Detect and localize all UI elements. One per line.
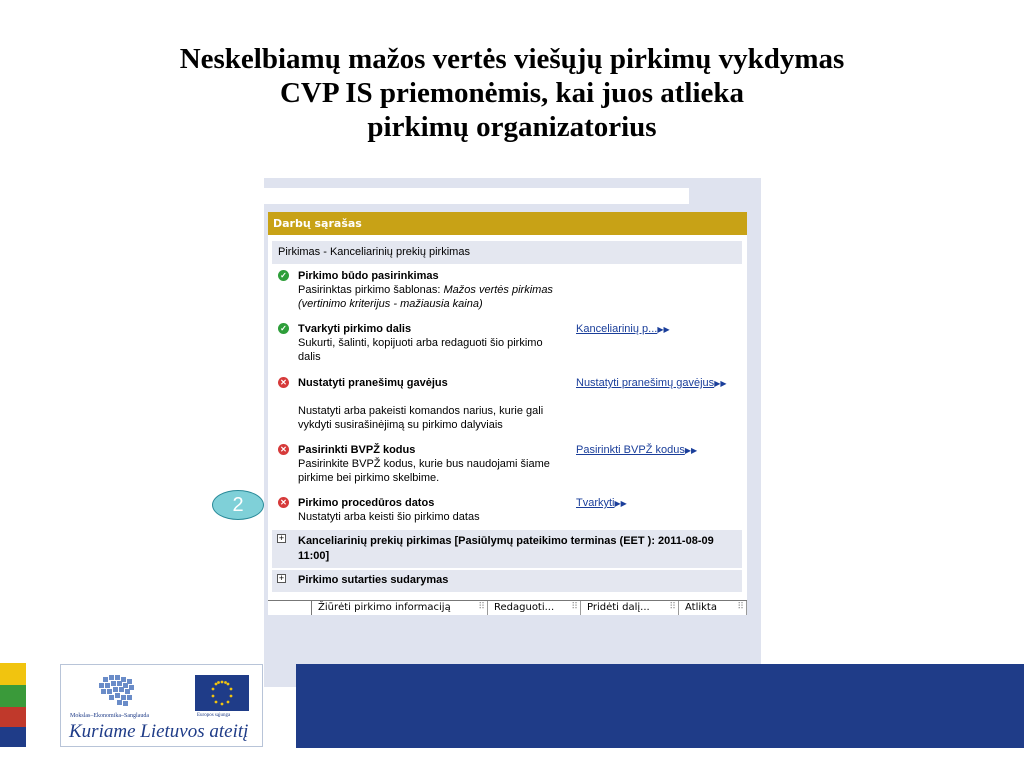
task-item [276, 443, 746, 488]
tab-bar-lead [268, 601, 312, 615]
collapsed-section-contract[interactable] [272, 570, 742, 592]
task-link-parts[interactable]: Kanceliarinių p...▶▶ [576, 323, 670, 335]
collapsed-section-lot[interactable] [272, 530, 742, 568]
check-icon: ✓ [278, 270, 289, 281]
double-arrow-icon: ▶▶ [657, 325, 670, 334]
expand-plus-icon[interactable]: + [278, 573, 285, 583]
task-link-cpv-codes[interactable]: Pasirinkti BVPŽ kodus▶▶ [576, 444, 698, 456]
double-arrow-icon: ▶▶ [684, 446, 698, 455]
task-name: Nustatyti pranešimų gavėjus [298, 377, 448, 389]
slide-title-line-3: pirkimų organizatorius [367, 111, 657, 143]
worklist-panel [268, 212, 747, 612]
eu-funding-logo [60, 664, 263, 747]
slide-title-line-2: CVP IS priemonėmis, kai juos atlieka [279, 77, 745, 109]
task-item [276, 269, 746, 314]
task-description: Nustatyti arba keisti šio pirkimo datas [298, 511, 480, 523]
error-icon: ✕ [278, 497, 289, 508]
tab-add-part[interactable]: Pridėti dalį... ⠿ [581, 601, 679, 615]
tab-done[interactable]: Atlikta ⠿ [679, 601, 747, 615]
task-item [276, 496, 746, 526]
tab-edit[interactable]: Redaguoti... ⠿ [488, 601, 581, 615]
collapsed-section-label: Pirkimo sutarties sudarymas [298, 574, 449, 586]
logo-caption-right: Europos sąjunga [197, 713, 231, 718]
task-description: Sukurti, šalinti, kopijuoti arba redaguoti šio pirkimo dalis [298, 337, 543, 363]
grip-icon: ⠿ [737, 602, 743, 612]
logo-caption-left: Mokslas–Ekonomika–Sanglauda [70, 713, 149, 719]
error-icon: ✕ [278, 444, 289, 455]
slide-title-line-1: Neskelbiamų mažos vertės viešųjų pirkimų vykdymas [179, 43, 845, 75]
task-link-recipients[interactable]: Nustatyti pranešimų gavėjus▶▶ [576, 377, 727, 389]
double-arrow-icon: ▶▶ [614, 499, 627, 508]
procurement-section-title: Pirkimas - Kanceliarinių prekių pirkimas [272, 241, 742, 264]
collapsed-section-label: Kanceliarinių prekių pirkimas [Pasiūlymų pateikimo terminas (EET ): 2011-08-09 11:00] [298, 535, 714, 562]
lithuania-map-icon [97, 673, 139, 709]
logo-tagline: Kuriame Lietuvos ateitį [69, 721, 249, 742]
eu-flag-icon [195, 675, 249, 711]
worklist-header: Darbų sąrašas [268, 212, 747, 235]
flag-stripe-red [0, 707, 26, 727]
task-name: Tvarkyti pirkimo dalis [298, 323, 412, 335]
task-description: Pasirinkite BVPŽ kodus, kurie bus naudojami šiame pirkime bei pirkimo skelbime. [298, 458, 550, 484]
flag-stripe-blue [0, 727, 26, 747]
double-arrow-icon: ▶▶ [714, 379, 727, 388]
grip-icon: ⠿ [478, 602, 484, 612]
check-icon: ✓ [278, 323, 289, 334]
step-number-callout: 2 [212, 490, 264, 520]
task-name: Pasirinkti BVPŽ kodus [298, 444, 416, 456]
template-name: Mažos vertės pirkimas (vertinimo kriterijus - mažiausia kaina) [298, 284, 553, 310]
task-description: Pasirinktas pirkimo šablonas: Mažos vertės pirkimas (vertinimo kriterijus - mažiausia kaina) [298, 284, 553, 310]
grip-icon: ⠿ [669, 602, 675, 612]
task-name: Pirkimo būdo pasirinkimas [298, 270, 439, 282]
task-description: Nustatyti arba pakeisti komandos narius, kurie gali vykdyti susirašinėjimą su pirkimo dalyviais [298, 405, 544, 431]
task-item [276, 322, 746, 367]
task-link-dates[interactable]: Tvarkyti▶▶ [576, 497, 627, 509]
grip-icon: ⠿ [571, 602, 577, 612]
expand-plus-icon[interactable]: + [278, 533, 285, 543]
screenshot-top-strip [264, 188, 689, 204]
bottom-tab-bar [268, 600, 747, 615]
flag-stripe-yellow [0, 663, 26, 685]
tab-view-procurement-info[interactable]: Žiūrėti pirkimo informaciją ⠿ [312, 601, 488, 615]
slide-title [0, 42, 1024, 144]
task-name: Pirkimo procedūros datos [298, 497, 435, 509]
footer-blue-band [296, 664, 1024, 748]
flag-stripe-green [0, 685, 26, 707]
error-icon: ✕ [278, 377, 289, 388]
task-item [276, 376, 746, 436]
